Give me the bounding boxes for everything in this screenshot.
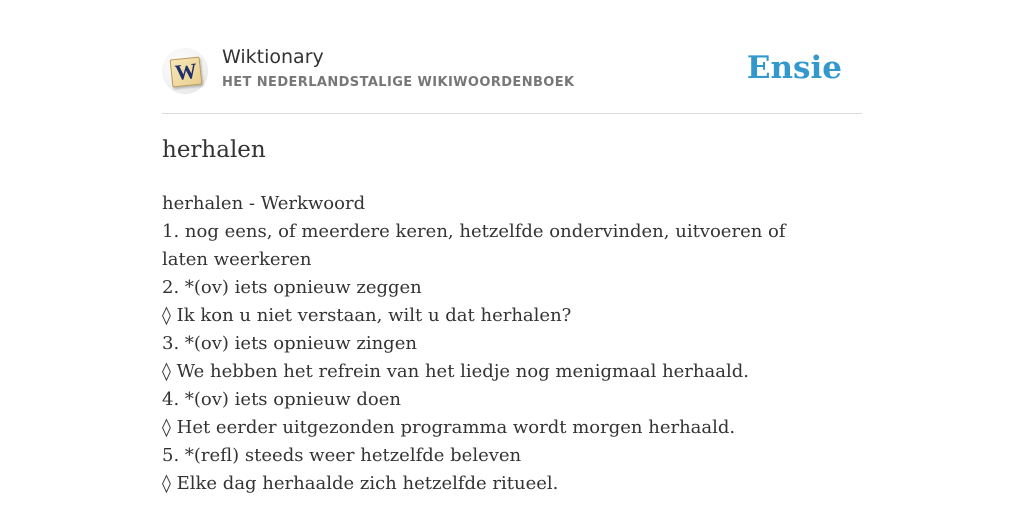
example-line-5: ◊ Elke dag herhaalde zich hetzelfde ritueel. — [162, 473, 559, 494]
logo-tile: W — [170, 57, 203, 88]
example-line-2: ◊ Ik kon u niet verstaan, wilt u dat herhalen? — [162, 305, 572, 326]
definition-line-4: 4. *(ov) iets opnieuw doen — [162, 389, 401, 410]
example-line-3: ◊ We hebben het refrein van het liedje nog menigmaal herhaald. — [162, 361, 749, 382]
site-header — [162, 44, 862, 96]
example-line-4: ◊ Het eerder uitgezonden programma wordt morgen herhaald. — [162, 417, 736, 438]
definition-line-3: 3. *(ov) iets opnieuw zingen — [162, 333, 417, 354]
header-divider — [162, 113, 862, 114]
ensie-brand-logo[interactable]: Ensie — [746, 50, 842, 86]
site-name[interactable]: Wiktionary — [222, 46, 324, 68]
definition-line-2: 2. *(ov) iets opnieuw zeggen — [162, 277, 422, 298]
entry-definition — [162, 190, 822, 498]
entry-title: herhalen — [162, 137, 266, 163]
definition-line-5: 5. *(refl) steeds weer hetzelfde beleven — [162, 445, 522, 466]
definition-line-pos: herhalen - Werkwoord — [162, 193, 366, 214]
definition-line-1: 1. nog eens, of meerdere keren, hetzelfde ondervinden, uitvoeren of laten weerkeren — [162, 221, 786, 270]
wiktionary-logo-icon[interactable] — [162, 48, 208, 94]
site-tagline: HET NEDERLANDSTALIGE WIKIWOORDENBOEK — [222, 75, 575, 90]
